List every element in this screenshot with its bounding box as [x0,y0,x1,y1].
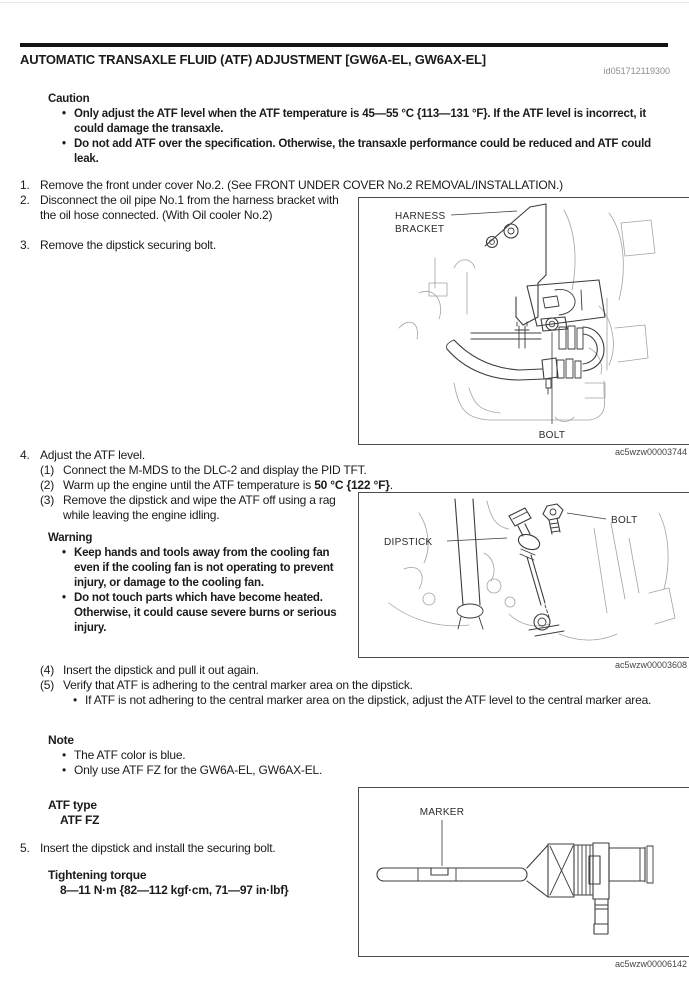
dipstick-label: DIPSTICK [384,537,433,548]
substep-text: Warm up the engine until the ATF temperature is 50 °C {122 °F}. [63,478,393,492]
step-4-sub-2 [40,478,680,493]
page-title: AUTOMATIC TRANSAXLE FLUID (ATF) ADJUSTMENT [GW6A-EL, GW6AX-EL] [20,52,486,67]
step-number: 5. [20,841,30,855]
step-text: Insert the dipstick and install the securing bolt. [40,841,276,855]
step-4 [20,448,670,463]
substep-number: (4) [40,663,55,677]
step-text: Remove the dipstick securing bolt. [40,238,216,252]
note-heading: Note [48,733,74,747]
caution-heading: Caution [48,93,90,105]
figure-code: ac5wzw00006142 [614,959,687,969]
harness-bracket-label: HARNESS [395,211,446,222]
substep-number: (5) [40,678,55,692]
note-item: • Only use ATF FZ for the GW6A-EL, GW6AX-EL. [60,763,648,778]
caution-item: • Do not add ATF over the specification. Otherwise, the transaxle performance could be reduced and ATF could leak. [60,137,674,167]
marker-label: MARKER [419,807,465,818]
step-number: 1. [20,178,30,192]
harness-bracket-illustration [359,198,689,444]
substep-text: Insert the dipstick and pull it out again. [63,663,259,677]
scan-edge-line [0,2,689,3]
step-number: 2. [20,193,30,207]
doc-id: id051712119300 [603,66,670,76]
step-text: Remove the front under cover No.2. (See FRONT UNDER COVER No.2 REMOVAL/INSTALLATION.) [40,178,563,192]
step-number: 4. [20,448,30,462]
step-4-sub-3 [40,493,358,523]
bolt-label: BOLT [538,430,566,441]
atf-type-block [48,798,99,828]
bolt-label: BOLT [611,515,638,526]
substep-number: (1) [40,463,55,477]
note-item: • The ATF color is blue. [60,748,648,763]
torque-block [48,868,289,898]
step-4-sub-4 [40,663,680,678]
warning-heading: Warning [48,532,93,544]
substep-text: Verify that ATF is adhering to the central marker area on the dipstick. • If ATF is not adhering to the central marker area on the dipstick, adjust the ATF level to the central marker area. [63,678,682,708]
torque-heading: Tightening torque [48,868,147,882]
substep-text: Remove the dipstick and wipe the ATF off using a rag while leaving the engine idling. [63,493,336,522]
step-number: 3. [20,238,30,252]
figure-harness-bracket [358,197,689,445]
warning-item: • Do not touch parts which have become heated. Otherwise, it could cause severe burns or serious injury. [60,591,353,636]
warning-block [48,531,353,636]
atf-type-value: ATF FZ [60,813,100,827]
substep-number: (2) [40,478,55,492]
figure-dipstick-engine [358,492,689,658]
substep-bold-value: 50 °C {122 °F} [314,478,390,492]
step-4-sub-5 [40,678,682,708]
note-block [48,733,648,778]
figure-dipstick-marker [358,787,689,957]
caution-block [48,92,674,167]
step-2 [20,193,352,223]
atf-type-heading: ATF type [48,798,97,812]
harness-bracket-label: BRACKET [395,224,445,235]
step-3 [20,238,352,253]
step-4-sub-1 [40,463,680,478]
substep-text: Connect the M-MDS to the DLC-2 and display the PID TFT. [63,463,367,477]
step-text: Disconnect the oil pipe No.1 from the harness bracket with the oil hose connected. (With Oil cooler No.2) [40,193,339,222]
dipstick-marker-illustration [359,788,689,956]
substep-number: (3) [40,493,55,507]
figure-code: ac5wzw00003608 [614,660,687,670]
warning-item: • Keep hands and tools away from the cooling fan even if the cooling fan is not operating to prevent injury, or damage to the cooling fan. [60,546,353,591]
dipstick-engine-illustration [359,493,689,657]
step-1 [20,178,670,193]
header-rule [20,43,668,47]
caution-item: • Only adjust the ATF level when the ATF temperature is 45—55 °C {113—131 °F}. If the ATF level is incorrect, it could damage the transaxle. [60,107,674,137]
torque-value: 8—11 N·m {82—112 kgf·cm, 71—97 in·lbf} [60,883,289,897]
figure-code: ac5wzw00003744 [614,447,687,457]
substep-bullet: • If ATF is not adhering to the central marker area on the dipstick, adjust the ATF level to the central marker area. [71,693,682,708]
step-text: Adjust the ATF level. [40,448,145,462]
step-5 [20,841,352,856]
